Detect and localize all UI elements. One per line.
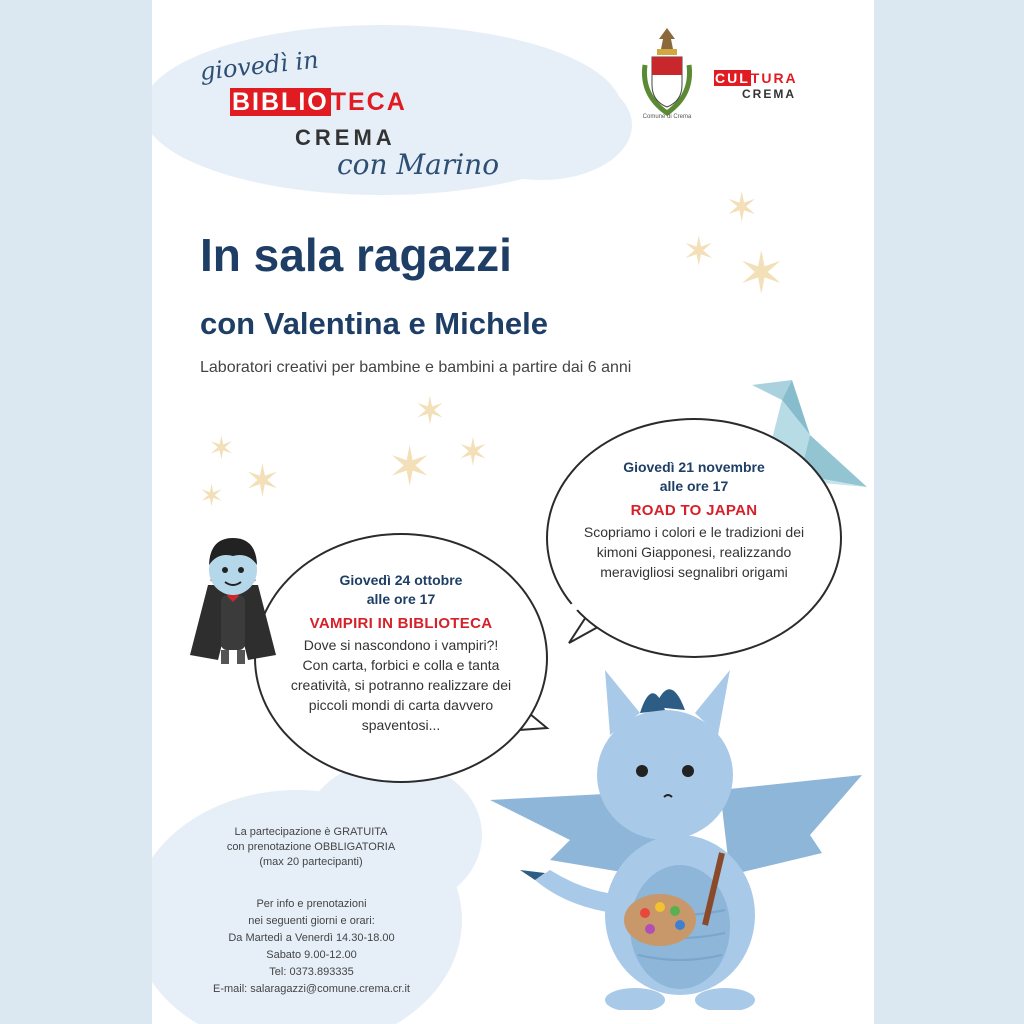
cultura-crema-logo (714, 70, 798, 101)
event-2-desc-line: creatività, si potranno realizzare dei (290, 677, 512, 693)
event-2-desc-line: spaventosi... (361, 717, 441, 733)
contact-email[interactable]: E-mail: salaragazzi@comune.crema.cr.it (212, 983, 410, 995)
logo-teca: TECA (330, 88, 407, 116)
contact-line: Sabato 9.00-12.00 (266, 949, 357, 961)
star-icon: ✶ (244, 457, 281, 506)
contact-line: nei seguenti giorni e orari: (248, 915, 375, 927)
page-title: In sala ragazzi (200, 229, 512, 281)
event-1-title: ROAD TO JAPAN (630, 502, 758, 519)
participation-line: con prenotazione OBBLIGATORIA (226, 841, 396, 853)
event-2-desc-line: Dove si nascondono i vampiri?! (303, 637, 499, 653)
logo-giovedi-in: giovedì in (198, 45, 320, 86)
logo-biblioteca (230, 88, 407, 117)
participation-info (196, 825, 426, 870)
cultura-tura: TURA (750, 70, 798, 86)
comune-crest-icon (637, 25, 697, 120)
contact-line: Tel: 0373.893335 (269, 966, 354, 978)
event-2-title: VAMPIRI IN BIBLIOTECA (309, 615, 493, 632)
event-bubble-1 (546, 418, 842, 658)
page-tagline: Laboratori creativi per bambine e bambini a partire dai 6 anni (200, 359, 632, 376)
star-icon: ✶ (414, 391, 446, 433)
contact-info (174, 897, 449, 997)
dragon-character-icon (490, 665, 865, 1010)
event-2-desc-line: Con carta, forbici e colla e tanta (302, 657, 500, 673)
logo-con-marino: con Marino (337, 148, 500, 181)
star-icon: ✶ (737, 241, 786, 306)
logo-crema: CREMA (295, 125, 396, 150)
participation-line: (max 20 partecipanti) (259, 856, 363, 868)
poster (152, 0, 874, 1024)
star-icon: ✶ (725, 186, 759, 230)
event-2-desc-line: piccoli mondi di carta davvero (308, 697, 494, 713)
event-1-desc-line: meravigliosi segnalibri origami (600, 564, 788, 580)
star-icon: ✶ (457, 432, 489, 474)
event-1-desc-line: Scopriamo i colori e le tradizioni dei (583, 524, 805, 540)
page-subtitle: con Valentina e Michele (200, 306, 549, 341)
event-2-date: Giovedì 24 ottobre (339, 572, 463, 588)
star-icon: ✶ (387, 437, 433, 497)
contact-line: Per info e prenotazioni (256, 898, 367, 910)
vampire-character-icon (188, 530, 278, 670)
comune-caption: Comune di Crema (642, 114, 692, 120)
star-icon: ✶ (682, 230, 716, 274)
star-icon: ✶ (199, 480, 225, 513)
participation-line: La partecipazione è GRATUITA (234, 826, 388, 838)
event-1-time: alle ore 17 (659, 478, 729, 494)
contact-line: Da Martedì a Venerdì 14.30-18.00 (228, 932, 395, 944)
event-2-time: alle ore 17 (366, 591, 436, 607)
cultura-cul: CUL (715, 70, 750, 86)
logo-biblio: BIBLIO (232, 88, 329, 116)
cultura-crema: CREMA (742, 87, 796, 101)
event-1-desc-line: kimoni Giapponesi, realizzando (596, 544, 792, 560)
star-icon: ✶ (208, 430, 235, 466)
event-1-date: Giovedì 21 novembre (623, 459, 765, 475)
